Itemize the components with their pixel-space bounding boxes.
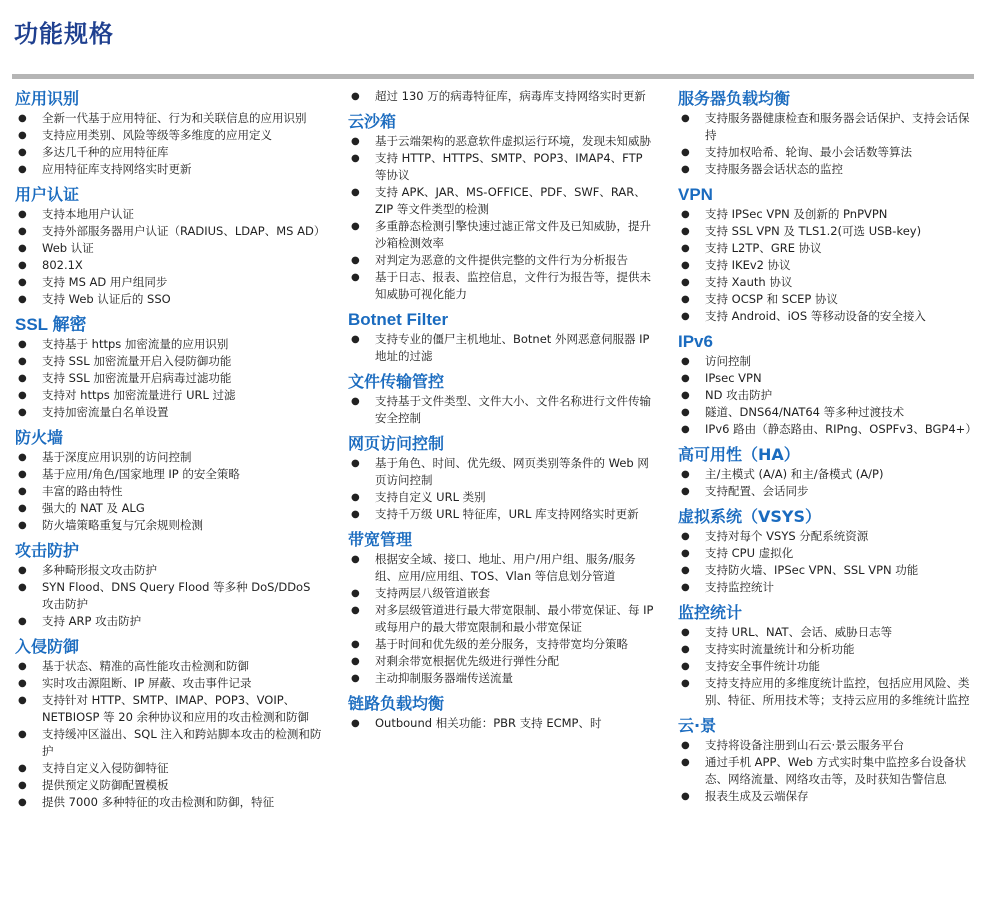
bullet-icon: ● bbox=[351, 153, 360, 164]
feature-item bbox=[347, 88, 655, 105]
feature-item bbox=[14, 562, 324, 579]
spec-section bbox=[14, 184, 324, 308]
feature-item bbox=[347, 551, 655, 585]
feature-item bbox=[14, 466, 324, 483]
feature-text: 隧道、DNS64/NAT64 等多种过渡技术 bbox=[705, 405, 905, 419]
bullet-icon: ● bbox=[18, 407, 27, 418]
feature-text: 对判定为恶意的文件提供完整的文件行为分析报告 bbox=[375, 253, 628, 267]
feature-text: 支持服务器会话状态的监控 bbox=[705, 162, 843, 176]
bullet-icon: ● bbox=[681, 277, 690, 288]
bullet-icon: ● bbox=[351, 187, 360, 198]
feature-text: 支持对每个 VSYS 分配系统资源 bbox=[705, 529, 869, 543]
feature-item bbox=[14, 206, 324, 223]
feature-item bbox=[347, 455, 655, 489]
section-title: 带宽管理 bbox=[348, 530, 413, 549]
feature-text: 支持 SSL 加密流量开启病毒过滤功能 bbox=[42, 371, 232, 385]
spec-section bbox=[14, 427, 324, 534]
bullet-icon: ● bbox=[681, 209, 690, 220]
feature-text: 主动抑制服务器端传送流量 bbox=[375, 671, 513, 685]
feature-item bbox=[347, 269, 655, 303]
feature-text: 支持 Android、iOS 等移动设备的安全接入 bbox=[705, 309, 926, 323]
bullet-icon: ● bbox=[18, 277, 27, 288]
feature-list bbox=[14, 658, 324, 811]
feature-item bbox=[347, 218, 655, 252]
feature-text: 支持 CPU 虚拟化 bbox=[705, 546, 794, 560]
bullet-icon: ● bbox=[18, 452, 27, 463]
feature-item bbox=[677, 308, 972, 325]
bullet-icon: ● bbox=[18, 209, 27, 220]
feature-item bbox=[14, 144, 324, 161]
bullet-icon: ● bbox=[681, 627, 690, 638]
bullet-icon: ● bbox=[18, 113, 27, 124]
feature-item bbox=[347, 133, 655, 150]
feature-text: 支持加密流量白名单设置 bbox=[42, 405, 169, 419]
feature-text: IPsec VPN bbox=[705, 371, 762, 385]
feature-item bbox=[347, 715, 655, 732]
bullet-icon: ● bbox=[18, 164, 27, 175]
bullet-icon: ● bbox=[18, 729, 27, 740]
feature-item bbox=[14, 127, 324, 144]
feature-text: 支持服务器健康检查和服务器会话保护、支持会话保持 bbox=[705, 111, 970, 142]
header-divider bbox=[12, 74, 974, 79]
bullet-icon: ● bbox=[681, 582, 690, 593]
bullet-icon: ● bbox=[18, 520, 27, 531]
feature-text: 基于时间和优先级的差分服务，支持带宽均分策略 bbox=[375, 637, 628, 651]
feature-list bbox=[677, 528, 972, 596]
feature-text: 支持 SSL VPN 及 TLS1.2(可选 USB-key) bbox=[705, 224, 922, 238]
bullet-icon: ● bbox=[351, 334, 360, 345]
feature-text: 基于日志、报表、监控信息，文件行为报告等，提供未知威胁可视化能力 bbox=[375, 270, 651, 301]
feature-text: SYN Flood、DNS Query Flood 等多种 DoS/DDoS 攻击防护 bbox=[42, 580, 311, 611]
bullet-icon: ● bbox=[681, 407, 690, 418]
spec-section bbox=[347, 111, 655, 303]
feature-list bbox=[347, 133, 655, 303]
feature-text: 支持加权哈希、轮询、最小会话数等算法 bbox=[705, 145, 912, 159]
feature-item bbox=[14, 291, 324, 308]
feature-item bbox=[677, 274, 972, 291]
feature-text: 基于云端架构的恶意软件虚拟运行环境，发现未知威胁 bbox=[375, 134, 651, 148]
feature-text: 支持专业的僵尸主机地址、Botnet 外网恶意伺服器 IP 地址的过滤 bbox=[375, 332, 650, 363]
bullet-icon: ● bbox=[18, 147, 27, 158]
feature-item bbox=[347, 602, 655, 636]
feature-text: 支持外部服务器用户认证（RADIUS、LDAP、MS AD） bbox=[42, 224, 326, 238]
feature-text: 支持针对 HTTP、SMTP、IMAP、POP3、VOIP、NETBIOSP 等 20 余种协议和应用的攻击检测和防御 bbox=[42, 693, 310, 724]
section-title: 虚拟系统（VSYS） bbox=[678, 507, 822, 526]
feature-item bbox=[677, 421, 977, 438]
bullet-icon: ● bbox=[681, 757, 690, 768]
feature-item bbox=[347, 150, 655, 184]
feature-item bbox=[14, 353, 324, 370]
feature-text: 对剩余带宽根据优先级进行弹性分配 bbox=[375, 654, 559, 668]
spec-section bbox=[677, 331, 977, 438]
feature-item bbox=[677, 206, 972, 223]
feature-item bbox=[347, 331, 655, 365]
bullet-icon: ● bbox=[18, 294, 27, 305]
feature-item bbox=[677, 528, 972, 545]
spec-section bbox=[677, 715, 972, 805]
feature-text: 支持本地用户认证 bbox=[42, 207, 134, 221]
bullet-icon: ● bbox=[351, 91, 360, 102]
spec-section bbox=[677, 88, 972, 178]
feature-item bbox=[677, 754, 972, 788]
feature-text: 基于状态、精准的高性能攻击检测和防御 bbox=[42, 659, 249, 673]
feature-item bbox=[677, 144, 972, 161]
bullet-icon: ● bbox=[18, 226, 27, 237]
feature-text: 支持 HTTP、HTTPS、SMTP、POP3、IMAP4、FTP 等协议 bbox=[375, 151, 643, 182]
feature-text: 多种畸形报文攻击防护 bbox=[42, 563, 157, 577]
feature-item bbox=[677, 370, 972, 387]
feature-item bbox=[14, 370, 324, 387]
spec-section bbox=[347, 529, 655, 687]
feature-text: 支持千万级 URL 特征库，URL 库支持网络实时更新 bbox=[375, 507, 639, 521]
feature-item bbox=[14, 675, 324, 692]
feature-item bbox=[677, 353, 972, 370]
feature-text: 访问控制 bbox=[705, 354, 751, 368]
bullet-icon: ● bbox=[351, 255, 360, 266]
feature-text: 支持 SSL 加密流量开启入侵防御功能 bbox=[42, 354, 232, 368]
bullet-icon: ● bbox=[681, 226, 690, 237]
bullet-icon: ● bbox=[681, 486, 690, 497]
feature-item bbox=[677, 483, 972, 500]
feature-text: ND 攻击防护 bbox=[705, 388, 773, 402]
bullet-icon: ● bbox=[351, 639, 360, 650]
bullet-icon: ● bbox=[18, 373, 27, 384]
section-title: 监控统计 bbox=[678, 603, 743, 622]
bullet-icon: ● bbox=[681, 113, 690, 124]
feature-item bbox=[347, 506, 655, 523]
feature-item bbox=[677, 387, 972, 404]
feature-item bbox=[14, 613, 324, 630]
feature-item bbox=[14, 794, 324, 811]
bullet-icon: ● bbox=[351, 136, 360, 147]
spec-section bbox=[14, 314, 324, 421]
feature-text: 主/主模式 (A/A) 和主/备模式 (A/P) bbox=[705, 467, 884, 481]
feature-item bbox=[14, 760, 324, 777]
feature-item bbox=[677, 404, 972, 421]
feature-item bbox=[347, 252, 655, 269]
bullet-icon: ● bbox=[18, 469, 27, 480]
bullet-icon: ● bbox=[351, 458, 360, 469]
bullet-icon: ● bbox=[351, 673, 360, 684]
section-title: 服务器负载均衡 bbox=[678, 89, 791, 108]
spec-section bbox=[677, 184, 972, 325]
section-title: 入侵防御 bbox=[15, 637, 80, 656]
bullet-icon: ● bbox=[681, 548, 690, 559]
spec-section bbox=[677, 444, 972, 500]
feature-text: 支持两层八级管道嵌套 bbox=[375, 586, 490, 600]
section-title: 高可用性（HA） bbox=[678, 445, 800, 464]
bullet-icon: ● bbox=[681, 147, 690, 158]
feature-item bbox=[677, 110, 972, 144]
feature-item bbox=[677, 240, 972, 257]
bullet-icon: ● bbox=[681, 565, 690, 576]
feature-text: 支持自定义 URL 类别 bbox=[375, 490, 486, 504]
bullet-icon: ● bbox=[18, 582, 27, 593]
feature-item bbox=[14, 223, 324, 240]
section-title: VPN bbox=[678, 185, 713, 204]
feature-text: Web 认证 bbox=[42, 241, 94, 255]
feature-text: IPv6 路由（静态路由、RIPng、OSPFv3、BGP4+） bbox=[705, 422, 977, 436]
bullet-icon: ● bbox=[681, 469, 690, 480]
feature-item bbox=[14, 777, 324, 794]
feature-item bbox=[14, 404, 324, 421]
section-title: Botnet Filter bbox=[348, 310, 449, 329]
feature-item bbox=[14, 240, 324, 257]
feature-text: 基于角色、时间、优先级、网页类别等条件的 Web 网页访问控制 bbox=[375, 456, 649, 487]
feature-item bbox=[677, 641, 972, 658]
feature-text: 支持对 https 加密流量进行 URL 过滤 bbox=[42, 388, 236, 402]
feature-item bbox=[14, 658, 324, 675]
bullet-icon: ● bbox=[18, 695, 27, 706]
bullet-icon: ● bbox=[681, 678, 690, 689]
spec-section bbox=[14, 636, 324, 811]
bullet-icon: ● bbox=[681, 661, 690, 672]
feature-item bbox=[677, 562, 972, 579]
feature-text: 支持 URL、NAT、会话、威胁日志等 bbox=[705, 625, 893, 639]
bullet-icon: ● bbox=[681, 311, 690, 322]
feature-item bbox=[14, 579, 324, 613]
feature-list bbox=[347, 393, 655, 427]
feature-item bbox=[14, 387, 324, 404]
feature-item bbox=[14, 517, 324, 534]
spec-section bbox=[14, 88, 324, 178]
feature-text: 全新一代基于应用特征、行为和关联信息的应用识别 bbox=[42, 111, 307, 125]
feature-item bbox=[677, 466, 972, 483]
bullet-icon: ● bbox=[681, 424, 690, 435]
feature-item bbox=[677, 658, 972, 675]
feature-text: 支持防火墙、IPSec VPN、SSL VPN 功能 bbox=[705, 563, 919, 577]
feature-list bbox=[677, 353, 977, 438]
feature-text: 支持 Xauth 协议 bbox=[705, 275, 793, 289]
feature-text: 多重静态检测引擎快速过滤正常文件及已知威胁，提升沙箱检测效率 bbox=[375, 219, 651, 250]
section-title: 链路负载均衡 bbox=[348, 694, 445, 713]
feature-list bbox=[14, 449, 324, 534]
feature-text: 支持 ARP 攻击防护 bbox=[42, 614, 142, 628]
section-title: 攻击防护 bbox=[15, 541, 80, 560]
section-title: 云沙箱 bbox=[348, 112, 397, 131]
feature-item bbox=[14, 692, 324, 726]
feature-item bbox=[677, 675, 972, 709]
feature-text: 支持实时流量统计和分析功能 bbox=[705, 642, 855, 656]
feature-text: 提供预定义防御配置模板 bbox=[42, 778, 169, 792]
feature-item bbox=[14, 257, 324, 274]
feature-text: 提供 7000 多种特征的攻击检测和防御，特征 bbox=[42, 795, 275, 809]
bullet-icon: ● bbox=[351, 718, 360, 729]
bullet-icon: ● bbox=[351, 554, 360, 565]
section-title: 应用识别 bbox=[15, 89, 80, 108]
feature-item bbox=[347, 670, 655, 687]
spec-section bbox=[347, 371, 655, 427]
feature-item bbox=[14, 500, 324, 517]
feature-text: 支持 IKEv2 协议 bbox=[705, 258, 791, 272]
feature-item bbox=[14, 336, 324, 353]
feature-item bbox=[14, 449, 324, 466]
feature-item bbox=[677, 257, 972, 274]
bullet-icon: ● bbox=[18, 503, 27, 514]
bullet-icon: ● bbox=[351, 588, 360, 599]
feature-text: 对多层级管道进行最大带宽限制、最小带宽保证、每 IP 或每用户的最大带宽限制和最小带宽保证 bbox=[375, 603, 654, 634]
bullet-icon: ● bbox=[351, 272, 360, 283]
bullet-icon: ● bbox=[681, 373, 690, 384]
bullet-icon: ● bbox=[351, 221, 360, 232]
feature-text: 支持支持应用的多维度统计监控，包括应用风险、类别、特征、所用技术等；支持云应用的多维统计监控 bbox=[705, 676, 970, 707]
feature-item bbox=[677, 579, 972, 596]
feature-text: 支持配置、会话同步 bbox=[705, 484, 809, 498]
feature-list bbox=[347, 551, 655, 687]
feature-text: 报表生成及云端保存 bbox=[705, 789, 809, 803]
feature-list bbox=[14, 336, 324, 421]
bullet-icon: ● bbox=[681, 531, 690, 542]
feature-item bbox=[347, 393, 655, 427]
feature-text: 支持安全事件统计功能 bbox=[705, 659, 820, 673]
feature-item bbox=[347, 636, 655, 653]
bullet-icon: ● bbox=[681, 243, 690, 254]
feature-item bbox=[14, 483, 324, 500]
feature-text: Outbound 相关功能：PBR 支持 ECMP、时 bbox=[375, 716, 602, 730]
feature-item bbox=[347, 653, 655, 670]
bullet-icon: ● bbox=[18, 390, 27, 401]
feature-text: 支持 IPSec VPN 及创新的 PnPVPN bbox=[705, 207, 888, 221]
bullet-icon: ● bbox=[18, 243, 27, 254]
feature-text: 基于深度应用识别的访问控制 bbox=[42, 450, 192, 464]
bullet-icon: ● bbox=[351, 396, 360, 407]
feature-item bbox=[14, 726, 324, 760]
feature-text: 支持基于文件类型、文件大小、文件名称进行文件传输安全控制 bbox=[375, 394, 651, 425]
feature-text: 支持 Web 认证后的 SSO bbox=[42, 292, 171, 306]
feature-list bbox=[347, 88, 655, 105]
feature-text: 实时攻击源阻断、IP 屏蔽、攻击事件记录 bbox=[42, 676, 252, 690]
spec-section bbox=[347, 693, 655, 732]
feature-text: 支持将设备注册到山石云·景云服务平台 bbox=[705, 738, 905, 752]
feature-text: 802.1X bbox=[42, 258, 83, 272]
section-title: 网页访问控制 bbox=[348, 434, 445, 453]
feature-item bbox=[14, 161, 324, 178]
feature-text: 应用特征库支持网络实时更新 bbox=[42, 162, 192, 176]
feature-text: 支持应用类别、风险等级等多维度的应用定义 bbox=[42, 128, 272, 142]
section-title: 云·景 bbox=[678, 716, 717, 735]
feature-item bbox=[347, 489, 655, 506]
feature-text: 强大的 NAT 及 ALG bbox=[42, 501, 145, 515]
feature-list bbox=[677, 206, 972, 325]
feature-text: 丰富的路由特性 bbox=[42, 484, 123, 498]
bullet-icon: ● bbox=[351, 509, 360, 520]
feature-text: 通过手机 APP、Web 方式实时集中监控多台设备状态、网络流量、网络攻击等，及时获知告警信息 bbox=[705, 755, 967, 786]
bullet-icon: ● bbox=[351, 656, 360, 667]
feature-text: 防火墙策略重复与冗余规则检测 bbox=[42, 518, 203, 532]
feature-item bbox=[347, 585, 655, 602]
feature-text: 多达几千种的应用特征库 bbox=[42, 145, 169, 159]
spec-section bbox=[347, 309, 655, 365]
feature-text: 超过 130 万的病毒特征库，病毒库支持网络实时更新 bbox=[375, 89, 646, 103]
bullet-icon: ● bbox=[681, 294, 690, 305]
feature-item bbox=[677, 788, 972, 805]
feature-item bbox=[347, 184, 655, 218]
section-title: 用户认证 bbox=[15, 185, 80, 204]
bullet-icon: ● bbox=[681, 644, 690, 655]
section-title: 文件传输管控 bbox=[348, 372, 445, 391]
feature-text: 根据安全域、接口、地址、用户/用户组、服务/服务组、应用/应用组、TOS、Vlan 等信息划分管道 bbox=[375, 552, 636, 583]
feature-item bbox=[14, 110, 324, 127]
feature-item bbox=[677, 161, 972, 178]
bullet-icon: ● bbox=[18, 486, 27, 497]
feature-list bbox=[677, 110, 972, 178]
feature-text: 支持缓冲区溢出、SQL 注入和跨站脚本攻击的检测和防护 bbox=[42, 727, 322, 758]
feature-item bbox=[677, 291, 972, 308]
spec-section bbox=[14, 540, 324, 630]
bullet-icon: ● bbox=[18, 661, 27, 672]
feature-text: 支持 MS AD 用户组同步 bbox=[42, 275, 168, 289]
feature-item bbox=[677, 737, 972, 754]
page-title: 功能规格 bbox=[14, 20, 114, 48]
column-1 bbox=[14, 88, 324, 817]
feature-list bbox=[347, 331, 655, 365]
feature-list bbox=[677, 737, 972, 805]
bullet-icon: ● bbox=[18, 678, 27, 689]
feature-list bbox=[677, 466, 972, 500]
section-title: IPv6 bbox=[678, 332, 713, 351]
feature-item bbox=[677, 545, 972, 562]
feature-list bbox=[14, 206, 324, 308]
feature-list bbox=[14, 562, 324, 630]
column-3 bbox=[677, 88, 977, 811]
bullet-icon: ● bbox=[351, 492, 360, 503]
feature-text: 支持监控统计 bbox=[705, 580, 774, 594]
feature-text: 支持自定义入侵防御特征 bbox=[42, 761, 169, 775]
bullet-icon: ● bbox=[18, 616, 27, 627]
bullet-icon: ● bbox=[18, 780, 27, 791]
feature-text: 基于应用/角色/国家地理 IP 的安全策略 bbox=[42, 467, 240, 481]
spec-section bbox=[347, 88, 655, 105]
feature-text: 支持 L2TP、GRE 协议 bbox=[705, 241, 822, 255]
bullet-icon: ● bbox=[18, 565, 27, 576]
bullet-icon: ● bbox=[681, 164, 690, 175]
feature-list bbox=[347, 455, 655, 523]
spec-section bbox=[677, 602, 972, 709]
column-2 bbox=[347, 88, 655, 738]
feature-list bbox=[677, 624, 972, 709]
bullet-icon: ● bbox=[681, 356, 690, 367]
bullet-icon: ● bbox=[18, 763, 27, 774]
spec-section bbox=[347, 433, 655, 523]
feature-text: 支持 OCSP 和 SCEP 协议 bbox=[705, 292, 838, 306]
section-title: 防火墙 bbox=[15, 428, 64, 447]
feature-text: 支持基于 https 加密流量的应用识别 bbox=[42, 337, 229, 351]
bullet-icon: ● bbox=[351, 605, 360, 616]
bullet-icon: ● bbox=[18, 356, 27, 367]
feature-text: 支持 APK、JAR、MS-OFFICE、PDF、SWF、RAR、ZIP 等文件类型的检测 bbox=[375, 185, 646, 216]
bullet-icon: ● bbox=[681, 260, 690, 271]
bullet-icon: ● bbox=[18, 130, 27, 141]
bullet-icon: ● bbox=[18, 339, 27, 350]
feature-item bbox=[14, 274, 324, 291]
section-title: SSL 解密 bbox=[15, 315, 87, 334]
bullet-icon: ● bbox=[18, 260, 27, 271]
bullet-icon: ● bbox=[18, 797, 27, 808]
spec-section bbox=[677, 506, 972, 596]
feature-item bbox=[677, 223, 972, 240]
feature-list bbox=[14, 110, 324, 178]
bullet-icon: ● bbox=[681, 740, 690, 751]
bullet-icon: ● bbox=[681, 390, 690, 401]
feature-item bbox=[677, 624, 972, 641]
feature-list bbox=[347, 715, 655, 732]
bullet-icon: ● bbox=[681, 791, 690, 802]
